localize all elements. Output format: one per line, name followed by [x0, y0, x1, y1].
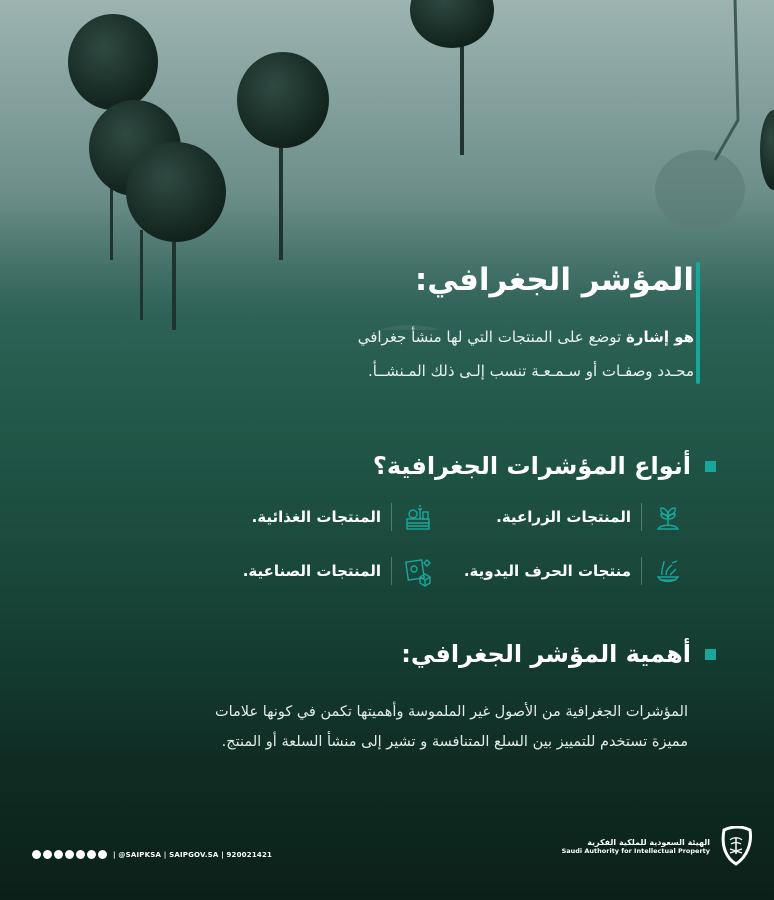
- instagram-icon[interactable]: [65, 850, 74, 859]
- social-icons: [32, 850, 107, 859]
- divider: [391, 557, 392, 585]
- importance-section-header: [401, 640, 716, 668]
- types-section-header: [373, 452, 716, 480]
- intro-definition: [134, 320, 694, 388]
- contact-info: | @SAIPKSA | SAIPGOV.SA | 920021421: [113, 850, 273, 859]
- intro-block: [134, 258, 694, 388]
- type-item-handicraft: [434, 554, 684, 588]
- org-names: [562, 838, 710, 855]
- type-item-agricultural: [434, 500, 684, 534]
- types-list: [214, 500, 684, 588]
- org-name-arabic: الهيئة السعودية للملكية الفكرية: [587, 837, 710, 847]
- types-section-title: أنواع المؤشرات الجغرافية؟: [372, 452, 691, 480]
- importance-paragraph: [128, 697, 688, 757]
- type-label: المنتجات الغذائية.: [251, 508, 381, 526]
- type-label: المنتجات الصناعية.: [242, 562, 381, 580]
- industrial-icon: [402, 555, 434, 587]
- linkedin-icon[interactable]: [87, 850, 96, 859]
- bullet-square-icon: [705, 461, 716, 472]
- youtube-icon[interactable]: [43, 850, 52, 859]
- food-icon: [402, 501, 434, 533]
- importance-line1: المؤشرات الجغرافية من الأصول غير الملموسة وأهميتها تكمن في كونها علامات: [214, 704, 688, 720]
- org-branding: [562, 826, 754, 866]
- type-label: المنتجات الزراعية.: [496, 508, 631, 526]
- type-label: منتجات الحرف اليدوية.: [463, 562, 631, 580]
- org-name-english: Saudi Authority for Intellectual Property: [561, 846, 710, 855]
- divider: [641, 503, 642, 531]
- intro-accent-bar: [696, 262, 700, 384]
- saip-logo-icon: [718, 826, 754, 866]
- definition-line2: محـدد وصفـات أو سـمـعـة تنسب إلـى ذلك المـنشــأ.: [368, 362, 694, 380]
- handicraft-icon: [652, 555, 684, 587]
- facebook-icon[interactable]: [32, 850, 41, 859]
- definition-bold: هو إشارة: [625, 328, 694, 346]
- type-item-food: [214, 500, 434, 534]
- divider: [391, 503, 392, 531]
- importance-section-title: أهمية المؤشر الجغرافي:: [401, 640, 691, 668]
- twitter-icon[interactable]: [98, 850, 107, 859]
- bullet-square-icon: [705, 649, 716, 660]
- importance-line2: مميزة تستخدم للتمييز بين السلع المتنافسة و تشير إلى منشأ السلعة أو المنتج.: [221, 734, 688, 750]
- footer-contact: [32, 850, 272, 859]
- snapchat-icon[interactable]: [54, 850, 63, 859]
- divider: [641, 557, 642, 585]
- type-item-industrial: [214, 554, 434, 588]
- definition-line1: توضع على المنتجات التي لها منشأ جغرافي: [357, 328, 626, 346]
- intro-title: المؤشر الجغرافي:: [414, 262, 694, 298]
- whatsapp-icon[interactable]: [76, 850, 85, 859]
- plant-icon: [652, 501, 684, 533]
